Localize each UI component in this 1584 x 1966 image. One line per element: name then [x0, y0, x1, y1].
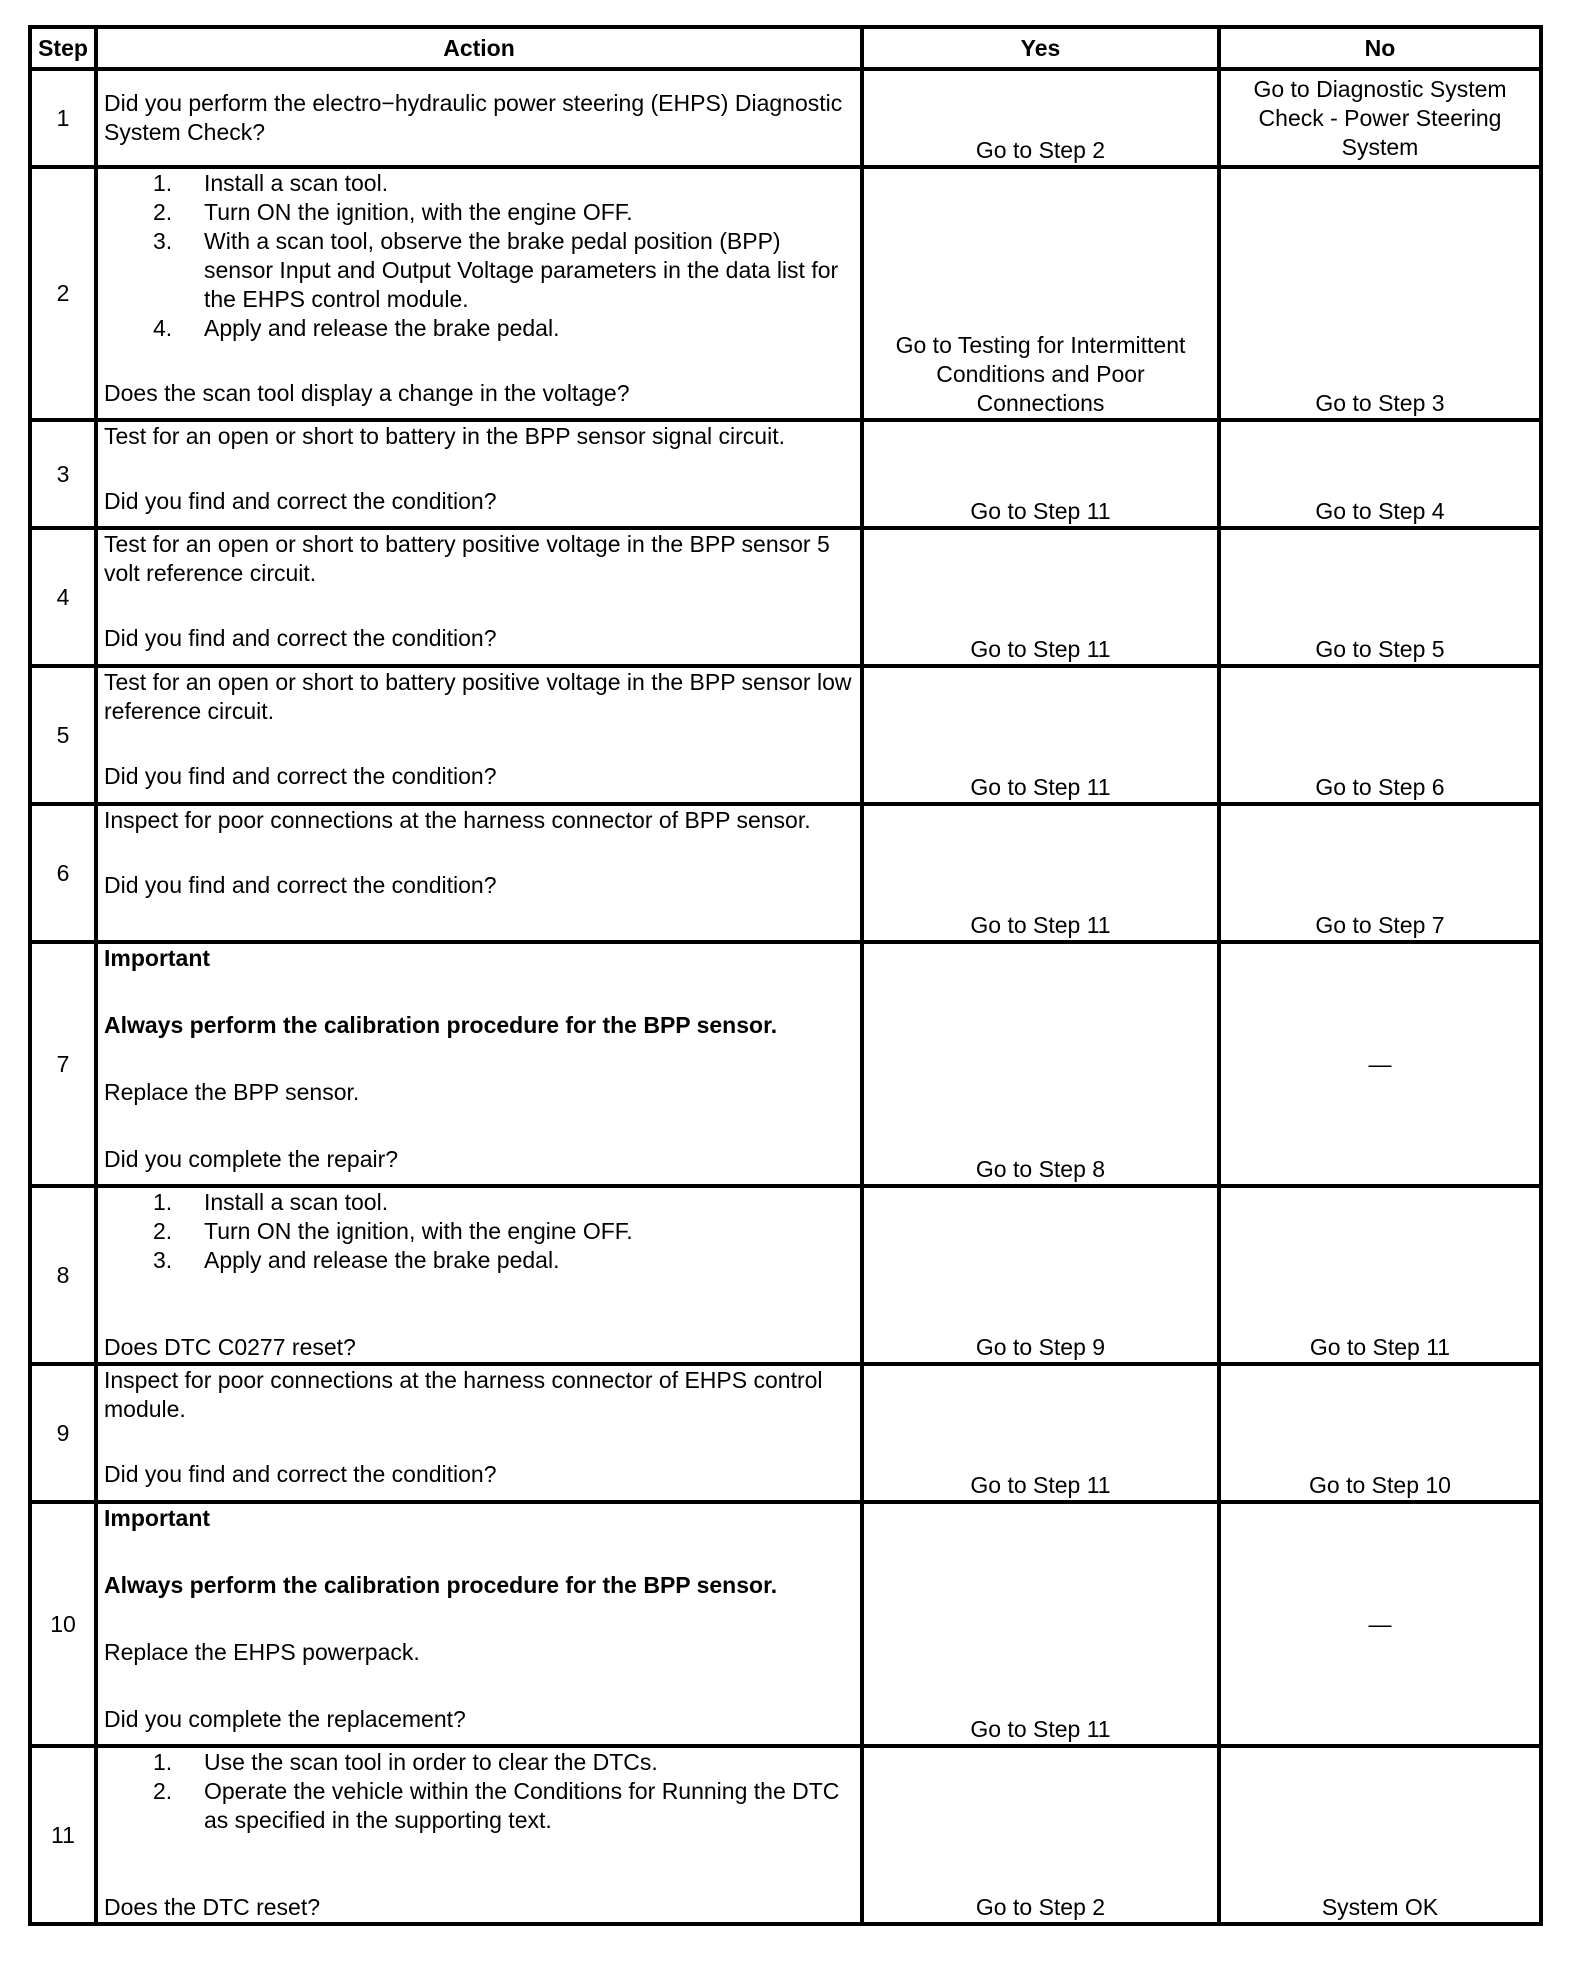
important-heading: Important [104, 945, 211, 971]
action-cell [96, 942, 862, 1186]
table-row [30, 804, 1541, 942]
important-heading: Important [104, 1505, 211, 1531]
yes-cell: Go to Step 9 [862, 1186, 1219, 1364]
action-question: Did you find and correct the condition? [104, 763, 497, 789]
table-row [30, 1186, 1541, 1364]
action-text: Did you perform the electro−hydraulic power steering (EHPS) Diagnostic System Check? [104, 90, 843, 145]
yes-cell: Go to Step 11 [862, 420, 1219, 528]
header-step: Step [30, 27, 96, 69]
no-cell: Go to Step 7 [1219, 804, 1541, 942]
no-cell: Go to Step 4 [1219, 420, 1541, 528]
action-question: Did you complete the repair? [104, 1146, 399, 1172]
header-action: Action [96, 27, 862, 69]
action-cell [96, 804, 862, 942]
action-cell [96, 1186, 862, 1364]
action-list [104, 169, 854, 343]
table-row [30, 1364, 1541, 1502]
no-cell: Go to Step 10 [1219, 1364, 1541, 1502]
header-yes: Yes [862, 27, 1219, 69]
table-row [30, 1502, 1541, 1746]
diagnostic-table [28, 25, 1543, 1926]
yes-cell: Go to Step 2 [862, 69, 1219, 167]
step-number: 8 [30, 1186, 96, 1364]
list-item: 1. Use the scan tool in order to clear the DTCs. [153, 1749, 658, 1775]
no-cell: Go to Step 3 [1219, 167, 1541, 420]
important-note: Always perform the calibration procedure for the BPP sensor. [104, 1012, 778, 1038]
yes-cell: Go to Step 8 [862, 942, 1219, 1186]
action-question: Did you find and correct the condition? [104, 872, 497, 898]
step-number: 7 [30, 942, 96, 1186]
action-cell [96, 1746, 862, 1924]
table-row [30, 666, 1541, 804]
action-list [104, 1748, 854, 1835]
action-question: Did you find and correct the condition? [104, 625, 497, 651]
no-cell: Go to Step 11 [1219, 1186, 1541, 1364]
list-item: 2. Operate the vehicle within the Conditions for Running the DTC as specified in the supporting text. [153, 1778, 840, 1833]
action-cell [96, 1364, 862, 1502]
no-cell: Go to Step 5 [1219, 528, 1541, 666]
action-text: Replace the BPP sensor. [104, 1079, 360, 1105]
table-row [30, 528, 1541, 666]
table-row [30, 167, 1541, 420]
step-number: 6 [30, 804, 96, 942]
step-number: 1 [30, 69, 96, 167]
list-item: 1. Install a scan tool. [153, 170, 389, 196]
no-cell: System OK [1219, 1746, 1541, 1924]
action-list [104, 1188, 854, 1275]
yes-cell: Go to Step 11 [862, 804, 1219, 942]
action-text: Test for an open or short to battery in the BPP sensor signal circuit. [104, 423, 785, 449]
list-item: 2. Turn ON the ignition, with the engine OFF. [153, 199, 633, 225]
table-row [30, 69, 1541, 167]
yes-cell: Go to Testing for Intermittent Conditions and Poor Connections [862, 167, 1219, 420]
action-text: Replace the EHPS powerpack. [104, 1639, 420, 1665]
no-cell: Go to Diagnostic System Check - Power Steering System [1219, 69, 1541, 167]
step-number: 11 [30, 1746, 96, 1924]
table-row [30, 1746, 1541, 1924]
yes-cell: Go to Step 2 [862, 1746, 1219, 1924]
header-no: No [1219, 27, 1541, 69]
header-row [30, 27, 1541, 69]
step-number: 9 [30, 1364, 96, 1502]
list-item: 1. Install a scan tool. [153, 1189, 389, 1215]
list-item: 4. Apply and release the brake pedal. [153, 315, 560, 341]
table-row [30, 942, 1541, 1186]
action-cell [96, 1502, 862, 1746]
action-cell [96, 666, 862, 804]
important-note: Always perform the calibration procedure for the BPP sensor. [104, 1572, 778, 1598]
no-cell: Go to Step 6 [1219, 666, 1541, 804]
table-row [30, 420, 1541, 528]
action-question: Did you find and correct the condition? [104, 1461, 497, 1487]
action-cell [96, 420, 862, 528]
step-number: 3 [30, 420, 96, 528]
list-item: 2. Turn ON the ignition, with the engine OFF. [153, 1218, 633, 1244]
action-cell [96, 167, 862, 420]
yes-cell: Go to Step 11 [862, 1502, 1219, 1746]
action-text: Test for an open or short to battery positive voltage in the BPP sensor 5 volt reference circuit. [104, 531, 830, 586]
action-question: Did you complete the replacement? [104, 1706, 466, 1732]
no-cell: — [1219, 1502, 1541, 1746]
action-question: Does DTC C0277 reset? [104, 1334, 356, 1360]
step-number: 5 [30, 666, 96, 804]
action-cell [96, 528, 862, 666]
action-cell [96, 69, 862, 167]
no-cell: — [1219, 942, 1541, 1186]
action-question: Does the DTC reset? [104, 1894, 321, 1920]
list-item: 3. With a scan tool, observe the brake pedal position (BPP) sensor Input and Output Voltage parameters in the data list for the EHPS control module. [153, 228, 839, 312]
yes-cell: Go to Step 11 [862, 528, 1219, 666]
action-text: Inspect for poor connections at the harness connector of BPP sensor. [104, 807, 811, 833]
action-question: Did you find and correct the condition? [104, 488, 497, 514]
yes-cell: Go to Step 11 [862, 1364, 1219, 1502]
action-text: Test for an open or short to battery positive voltage in the BPP sensor low reference circuit. [104, 669, 852, 724]
action-question: Does the scan tool display a change in the voltage? [104, 380, 630, 406]
step-number: 10 [30, 1502, 96, 1746]
list-item: 3. Apply and release the brake pedal. [153, 1247, 560, 1273]
action-text: Inspect for poor connections at the harness connector of EHPS control module. [104, 1367, 823, 1422]
yes-cell: Go to Step 11 [862, 666, 1219, 804]
step-number: 4 [30, 528, 96, 666]
step-number: 2 [30, 167, 96, 420]
